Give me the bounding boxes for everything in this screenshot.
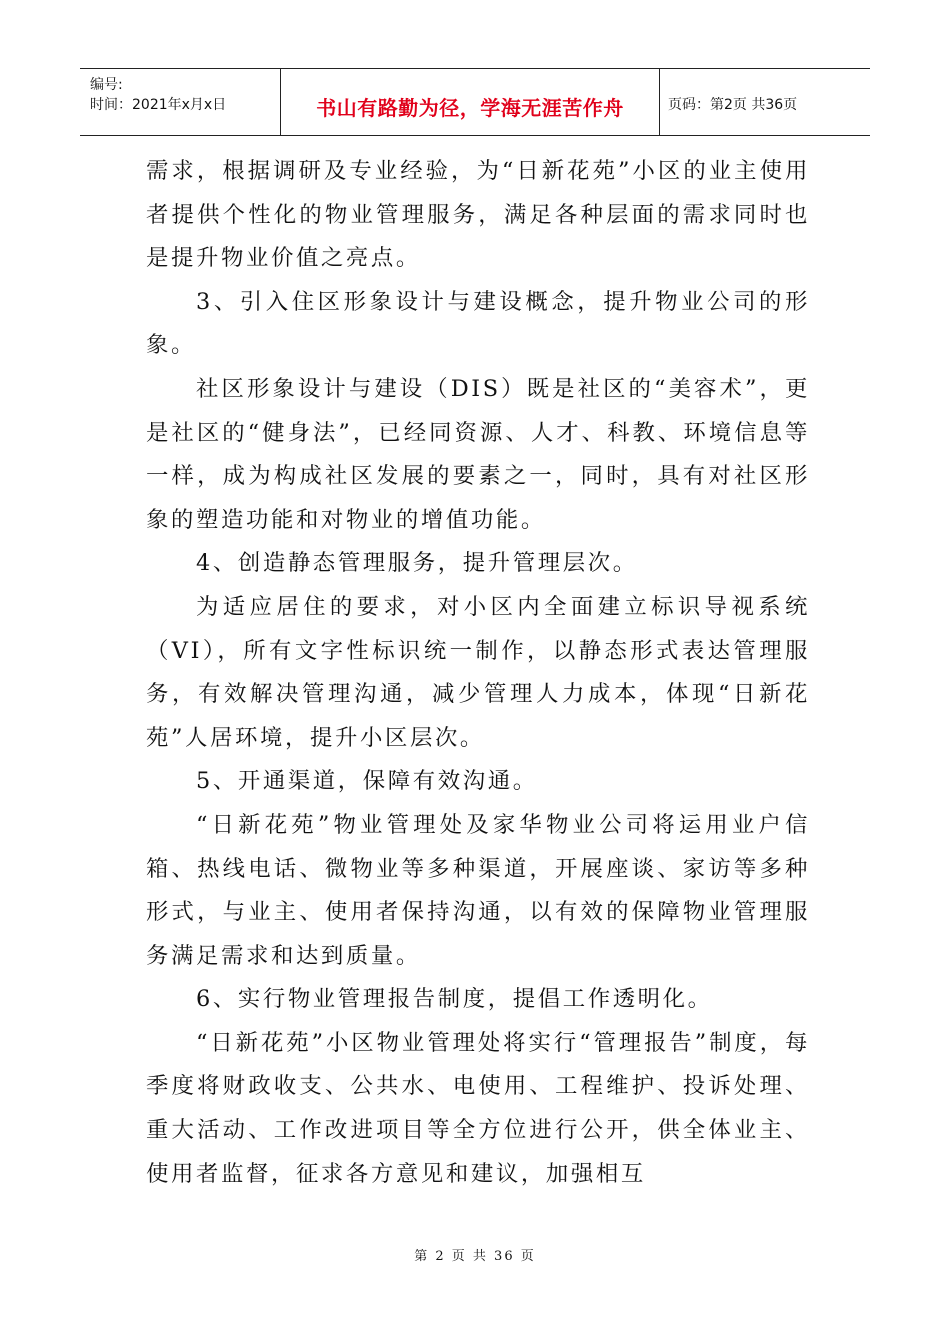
section-heading: 3、引入住区形象设计与建设概念，提升物业公司的形象。 [146,288,810,359]
header-page-info: 页码：第2页 共36页 [668,97,798,113]
section-heading: 6、实行物业管理报告制度，提倡工作透明化。 [196,986,713,1013]
document-number-label: 编号: [90,77,123,93]
page-footer: 第 2 页 共 36 页 [414,1249,536,1264]
paragraph: 社区形象设计与建设（DIS）既是社区的“美容术”，更是社区的“健身法”，已经同资源、人才、科教、环境信息等一样，成为构成社区发展的要素之一，同时，具有对社区形象的塑造功能和对物业的增值功能。 [146,375,810,533]
header-motto: 书山有路勤为径，学海无涯苦作舟 [281,69,660,135]
document-date-label: 时间：2021年x月x日 [90,97,227,113]
document-body [146,150,810,1196]
section-heading: 4、创造静态管理服务，提升管理层次。 [196,550,638,577]
section-heading: 5、开通渠道，保障有效沟通。 [196,768,538,795]
header-meta [80,69,281,135]
paragraph: “日新花苑”小区物业管理处将实行“管理报告”制度，每季度将财政收支、公共水、电使用、工程维护、投诉处理、重大活动、工作改进项目等全方位进行公开，供全体业主、使用者监督，征求各方意见和建议，加强相互 [146,1029,810,1187]
paragraph: 需求，根据调研及专业经验，为“日新花苑”小区的业主使用者提供个性化的物业管理服务，满足各种层面的需求同时也是提升物业价值之亮点。 [146,158,810,272]
paragraph: 为适应居住的要求，对小区内全面建立标识导视系统（VI），所有文字性标识统一制作，以静态形式表达管理服务，有效解决管理沟通，减少管理人力成本，体现“日新花苑”人居环境，提升小区层次。 [146,593,810,751]
paragraph: “日新花苑”物业管理处及家华物业公司将运用业户信箱、热线电话、微物业等多种渠道，开展座谈、家访等多种形式，与业主、使用者保持沟通，以有效的保障物业管理服务满足需求和达到质量。 [146,811,810,969]
page-header [80,68,870,136]
